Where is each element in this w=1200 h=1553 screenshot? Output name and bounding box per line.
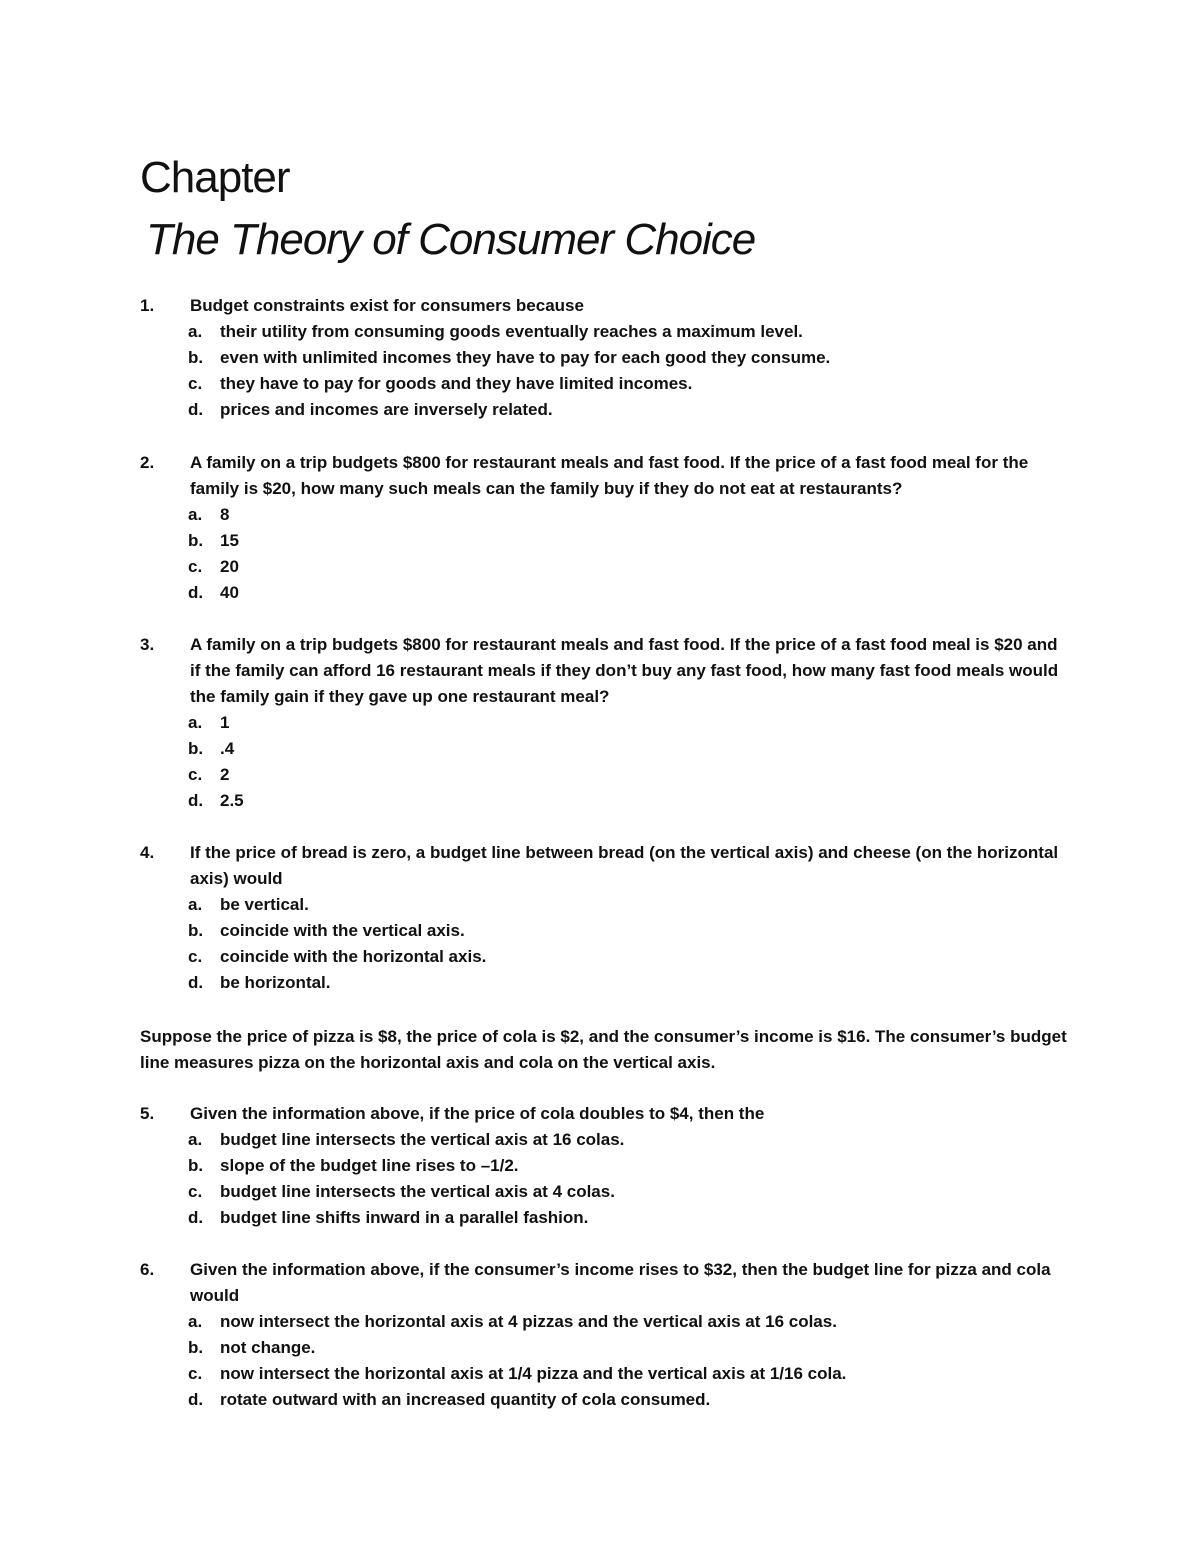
option-text: be vertical. bbox=[220, 895, 309, 914]
option-d bbox=[140, 580, 1070, 606]
question-number: 1. bbox=[140, 296, 155, 315]
option-text: 2.5 bbox=[220, 791, 244, 810]
option-c bbox=[140, 1179, 1070, 1205]
option-letter: b. bbox=[188, 1338, 204, 1357]
option-text: now intersect the horizontal axis at 1/4 pizza and the vertical axis at 1/16 cola. bbox=[220, 1364, 847, 1383]
option-list bbox=[140, 892, 1070, 996]
chapter-label: Chapter bbox=[140, 153, 290, 202]
option-a bbox=[140, 1127, 1070, 1153]
question-number: 2. bbox=[140, 453, 155, 472]
option-text: prices and incomes are inversely related. bbox=[220, 400, 553, 419]
option-text: coincide with the horizontal axis. bbox=[220, 947, 487, 966]
option-c bbox=[140, 554, 1070, 580]
option-text: rotate outward with an increased quantity of cola consumed. bbox=[220, 1390, 711, 1409]
option-text: .4 bbox=[220, 739, 235, 758]
option-b bbox=[140, 736, 1070, 762]
option-letter: d. bbox=[188, 400, 204, 419]
option-letter: b. bbox=[188, 739, 204, 758]
option-text: 8 bbox=[220, 505, 230, 524]
option-a bbox=[140, 1309, 1070, 1335]
option-letter: c. bbox=[188, 374, 203, 393]
option-a bbox=[140, 502, 1070, 528]
chapter-title: The Theory of Consumer Choice bbox=[146, 215, 756, 264]
option-c bbox=[140, 762, 1070, 788]
option-letter: c. bbox=[188, 1182, 203, 1201]
option-letter: d. bbox=[188, 1390, 204, 1409]
option-letter: b. bbox=[188, 1156, 204, 1175]
option-text: slope of the budget line rises to –1/2. bbox=[220, 1156, 519, 1175]
question-text: Given the information above, if the price of cola doubles to $4, then the bbox=[190, 1104, 765, 1123]
option-list bbox=[140, 1309, 1070, 1413]
option-d bbox=[140, 970, 1070, 996]
option-text: 2 bbox=[220, 765, 230, 784]
option-c bbox=[140, 1361, 1070, 1387]
option-letter: d. bbox=[188, 583, 204, 602]
question-1 bbox=[140, 293, 1070, 423]
option-letter: d. bbox=[188, 973, 204, 992]
question-number: 5. bbox=[140, 1104, 155, 1123]
option-b bbox=[140, 345, 1070, 371]
option-list bbox=[140, 1127, 1070, 1231]
option-b bbox=[140, 1335, 1070, 1361]
option-list bbox=[140, 502, 1070, 606]
question-5 bbox=[140, 1101, 1070, 1231]
option-d bbox=[140, 397, 1070, 423]
option-letter: c. bbox=[188, 765, 203, 784]
option-text: budget line intersects the vertical axis at 4 colas. bbox=[220, 1182, 615, 1201]
option-letter: b. bbox=[188, 921, 204, 940]
option-letter: c. bbox=[188, 947, 203, 966]
question-text: Budget constraints exist for consumers because bbox=[190, 296, 584, 315]
scenario-paragraph: Suppose the price of pizza is $8, the price of cola is $2, and the consumer’s income is $16. The consumer’s budget line measures pizza on the horizontal axis and cola on the vertical axis. bbox=[140, 1027, 1067, 1072]
question-number: 4. bbox=[140, 843, 155, 862]
option-list bbox=[140, 319, 1070, 423]
question-text: If the price of bread is zero, a budget line between bread (on the vertical axis) and cheese (on the horizontal axis) would bbox=[190, 843, 1059, 888]
option-a bbox=[140, 892, 1070, 918]
option-text: they have to pay for goods and they have limited incomes. bbox=[220, 374, 693, 393]
option-d bbox=[140, 788, 1070, 814]
question-4 bbox=[140, 840, 1070, 996]
option-text: budget line shifts inward in a parallel fashion. bbox=[220, 1208, 589, 1227]
option-letter: a. bbox=[188, 1312, 203, 1331]
question-number: 6. bbox=[140, 1260, 155, 1279]
question-2 bbox=[140, 450, 1070, 606]
option-text: their utility from consuming goods eventually reaches a maximum level. bbox=[220, 322, 803, 341]
option-text: be horizontal. bbox=[220, 973, 331, 992]
option-letter: a. bbox=[188, 505, 203, 524]
question-text: A family on a trip budgets $800 for restaurant meals and fast food. If the price of a fast food meal for the family is $20, how many such meals can the family buy if they do not eat at restaurants? bbox=[190, 453, 1029, 498]
option-text: budget line intersects the vertical axis at 16 colas. bbox=[220, 1130, 625, 1149]
option-letter: d. bbox=[188, 1208, 204, 1227]
option-text: now intersect the horizontal axis at 4 pizzas and the vertical axis at 16 colas. bbox=[220, 1312, 837, 1331]
option-letter: a. bbox=[188, 713, 203, 732]
option-letter: a. bbox=[188, 895, 203, 914]
option-text: even with unlimited incomes they have to pay for each good they consume. bbox=[220, 348, 831, 367]
option-d bbox=[140, 1387, 1070, 1413]
option-letter: a. bbox=[188, 322, 203, 341]
option-text: 15 bbox=[220, 531, 239, 550]
option-text: 20 bbox=[220, 557, 239, 576]
option-a bbox=[140, 319, 1070, 345]
option-c bbox=[140, 371, 1070, 397]
option-a bbox=[140, 710, 1070, 736]
option-b bbox=[140, 528, 1070, 554]
option-d bbox=[140, 1205, 1070, 1231]
option-letter: a. bbox=[188, 1130, 203, 1149]
option-text: 1 bbox=[220, 713, 230, 732]
option-b bbox=[140, 918, 1070, 944]
option-letter: c. bbox=[188, 1364, 203, 1383]
option-letter: d. bbox=[188, 791, 204, 810]
question-number: 3. bbox=[140, 635, 155, 654]
option-letter: b. bbox=[188, 531, 204, 550]
question-text: Given the information above, if the consumer’s income rises to $32, then the budget line for pizza and cola would bbox=[190, 1260, 1051, 1305]
option-text: 40 bbox=[220, 583, 239, 602]
question-6 bbox=[140, 1257, 1070, 1413]
option-letter: b. bbox=[188, 348, 204, 367]
question-text: A family on a trip budgets $800 for restaurant meals and fast food. If the price of a fast food meal is $20 and if the family can afford 16 restaurant meals if they don’t buy any fast food, how many fast food meals would the family gain if they gave up one restaurant meal? bbox=[190, 635, 1059, 706]
question-3 bbox=[140, 632, 1070, 814]
option-text: coincide with the vertical axis. bbox=[220, 921, 465, 940]
option-letter: c. bbox=[188, 557, 203, 576]
option-c bbox=[140, 944, 1070, 970]
option-text: not change. bbox=[220, 1338, 316, 1357]
option-b bbox=[140, 1153, 1070, 1179]
option-list bbox=[140, 710, 1070, 814]
